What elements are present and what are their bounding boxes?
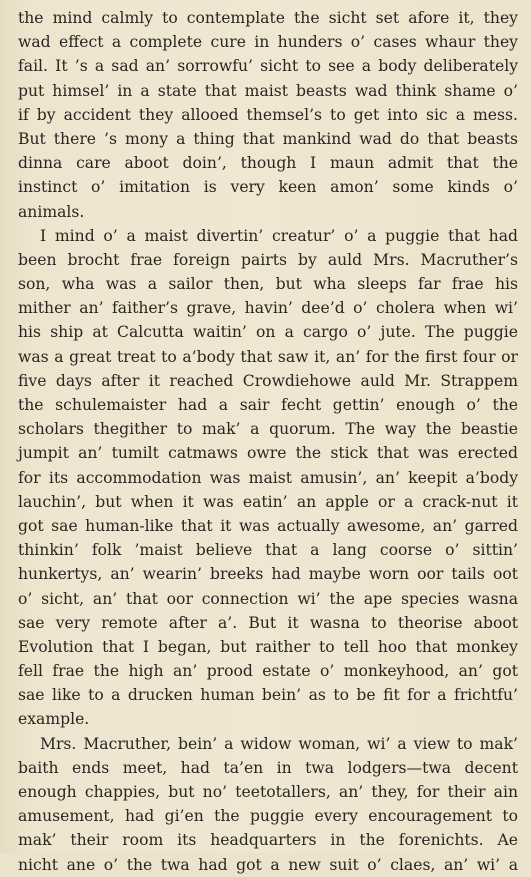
text-line: I mind o’ a maist divertin’ creatur’ o’ a puggie that had [40,226,518,245]
text-line: his ship at Calcutta waitin’ on a cargo o’ jute. The puggie [18,323,518,342]
text-line: the schulemaister had a sair fecht gettin’ enough o’ the [18,396,518,414]
text-line: got sae human-like that it was actually awesome, an’ garred [18,516,518,535]
text-line: lauchin’, but when it was eatin’ an apple or a crack-nut it [18,492,518,511]
text-line: mither an’ faither’s grave, havin’ dee’d o’ cholera when wi’ [18,299,518,318]
text-line: Mrs. Macruther, bein’ a widow woman, wi’ a view to mak’ [40,734,518,753]
text-line: sae like to a drucken human bein’ as to be fit for a frichtfu’ [18,686,518,705]
text-line: if by accident they allooed themsel’s to get into sic a mess. [18,105,518,124]
text-line: scholars thegither to mak’ a quorum. The way the beastie [18,420,518,439]
text-line: the mind calmly to contemplate the sicht set afore it, they [18,9,518,27]
text-line: thinkin’ folk ’maist believe that a lang coorse o’ sittin’ [18,541,518,560]
text-line: for its accommodation was maist amusin’, an’ keepit a’body [18,468,518,487]
text-line: animals. [18,202,85,221]
text-line: But there ’s mony a thing that mankind wad do that beasts [18,129,518,148]
text-line: sae very remote after a’. But it wasna to theorise aboot [18,613,518,632]
text-line: mak’ their room its headquarters in the forenichts. Ae [18,831,518,850]
text-line: nicht ane o’ the twa had got a new suit o’ claes, an’ wi’ a [18,855,518,874]
text-line: five days after it reached Crowdiehowe auld Mr. Strappem [18,371,518,390]
text-line: been brocht frae foreign pairts by auld Mrs. Macruther’s [18,250,518,269]
text-line: hunkertys, an’ wearin’ breeks had maybe worn oor tails oot [18,565,518,584]
text-line: Evolution that I began, but raither to tell hoo that monkey [18,637,518,656]
text-line: enough chappies, but no’ teetotallers, an’ they, for their ain [18,783,518,801]
text-line: baith ends meet, had ta’en in twa lodgers—twa decent [18,758,518,777]
text-line: amusement, had gi’en the puggie every encouragement to [18,807,518,826]
text-line: fail. It ’s a sad an’ sorrowfu’ sicht to see a body deliberately [18,57,518,76]
page-text [18,6,518,877]
text-line: was a great treat to a’body that saw it, an’ for the first four or [18,347,518,366]
text-line: jumpit an’ tumilt catmaws owre the stick that was erected [18,444,518,463]
text-line: son, wha was a sailor then, but wha sleeps far frae his [18,275,518,294]
text-line: o’ sicht, an’ that oor connection wi’ the ape species wasna [18,589,518,608]
text-line: example. [18,710,90,729]
text-line: fell frae the high an’ prood estate o’ monkeyhood, an’ got [18,662,518,681]
text-line: put himsel’ in a state that maist beasts wad think shame o’ [18,81,518,100]
text-line: instinct o’ imitation is very keen amon’ some kinds o’ [18,178,518,197]
text-line: dinna care aboot doin’, though I maun admit that the [18,154,518,173]
text-line: wad effect a complete cure in hunders o’ cases whaur they [18,33,518,52]
